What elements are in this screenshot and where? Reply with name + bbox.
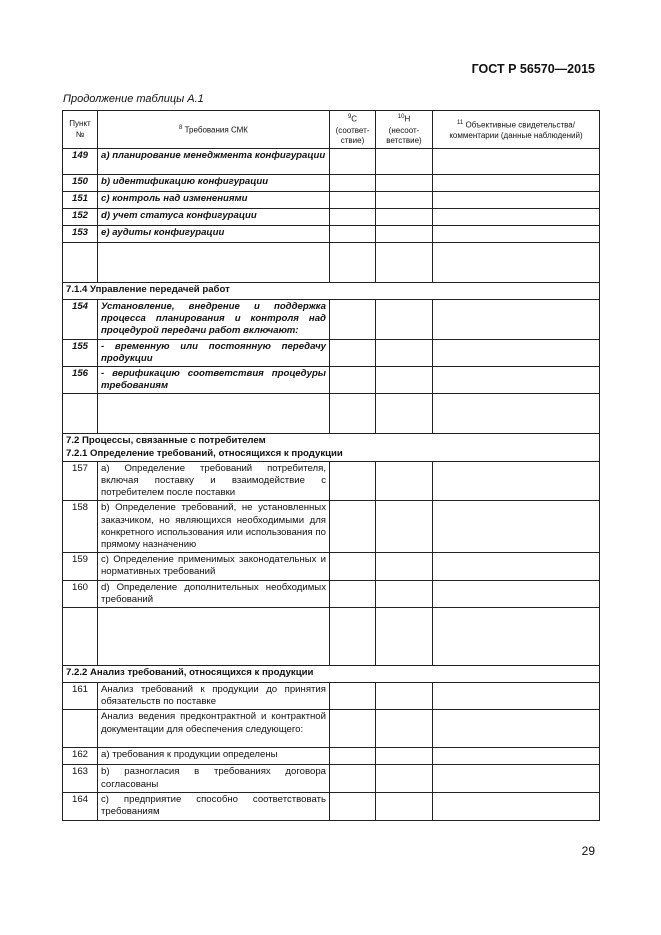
table-header-row bbox=[63, 111, 600, 149]
col-header-conformity: $^9$С (соответ- ствие) bbox=[330, 111, 376, 149]
cell-c bbox=[330, 175, 376, 192]
cell-evidence bbox=[433, 765, 600, 792]
cell-evidence bbox=[433, 226, 600, 243]
row-requirement: d) Определение дополнительных необходимых требований bbox=[98, 580, 330, 607]
table-row bbox=[63, 710, 600, 748]
col-header-requirements: $^8$ Требования СМК bbox=[98, 111, 330, 149]
cell-c bbox=[330, 501, 376, 553]
cell-c bbox=[330, 339, 376, 366]
col-header-evidence: $^{11}$ Объективные свидетельства/ комментарии (данные наблюдений) bbox=[433, 111, 600, 149]
cell-n bbox=[376, 683, 433, 710]
cell-c bbox=[330, 710, 376, 748]
row-requirement: d) учет статуса конфигурации bbox=[98, 209, 330, 226]
cell-c bbox=[330, 192, 376, 209]
section-title-7-2-1: 7.2.1 Определение требований, относящихся к продукции bbox=[66, 447, 343, 459]
row-number: 164 bbox=[63, 792, 98, 820]
table-row bbox=[63, 765, 600, 792]
cell-evidence bbox=[433, 580, 600, 607]
cell-c bbox=[330, 792, 376, 820]
table-row bbox=[63, 792, 600, 820]
section-row bbox=[63, 283, 600, 300]
cell-c bbox=[330, 553, 376, 580]
row-number: 149 bbox=[63, 149, 98, 175]
section-row bbox=[63, 434, 600, 461]
cell-evidence bbox=[433, 339, 600, 366]
cell-c bbox=[330, 149, 376, 175]
empty-row bbox=[63, 243, 600, 283]
table-caption: Продолжение таблицы А.1 bbox=[63, 93, 204, 105]
table-row bbox=[63, 683, 600, 710]
row-number: 162 bbox=[63, 748, 98, 765]
cell-n bbox=[376, 461, 433, 501]
cell-evidence bbox=[433, 175, 600, 192]
cell-n bbox=[376, 175, 433, 192]
row-number: 157 bbox=[63, 461, 98, 501]
section-title: 7.2.2 Анализ требований, относящихся к продукции bbox=[63, 666, 600, 683]
row-requirement: b) разногласия в требованиях договора согласованы bbox=[98, 765, 330, 792]
table-row bbox=[63, 300, 600, 340]
row-number: 154 bbox=[63, 300, 98, 340]
row-requirement: Установление, внедрение и поддержка процесса планирования и контроля над процедурой передачи работ включают: bbox=[98, 300, 330, 340]
row-number: 161 bbox=[63, 683, 98, 710]
row-requirement: a) Определение требований потребителя, включая поставку и взаимодействие с потребителем после поставки bbox=[98, 461, 330, 501]
cell-evidence bbox=[433, 461, 600, 501]
cell-evidence bbox=[433, 300, 600, 340]
row-number: 158 bbox=[63, 501, 98, 553]
cell-n bbox=[376, 339, 433, 366]
section-title-7-2: 7.2 Процессы, связанные с потребителем bbox=[66, 435, 266, 447]
cell-n bbox=[376, 209, 433, 226]
cell-n bbox=[376, 748, 433, 765]
cell-c bbox=[330, 580, 376, 607]
cell-c bbox=[330, 765, 376, 792]
cell-n bbox=[376, 792, 433, 820]
cell-evidence bbox=[433, 710, 600, 748]
section-title bbox=[63, 434, 600, 461]
cell-evidence bbox=[433, 792, 600, 820]
page-number: 29 bbox=[581, 844, 595, 858]
cell-n bbox=[376, 501, 433, 553]
table-row bbox=[63, 192, 600, 209]
row-requirement: Анализ ведения предконтрактной и контрактной документации для обеспечения следующего: bbox=[98, 710, 330, 748]
table-row bbox=[63, 461, 600, 501]
table-row bbox=[63, 501, 600, 553]
cell-evidence bbox=[433, 192, 600, 209]
cell-evidence bbox=[433, 149, 600, 175]
cell-evidence bbox=[433, 209, 600, 226]
row-requirement: b) Определение требований, не установленных заказчиком, но являющихся необходимыми для конкретного использования или использования по прямому назначению bbox=[98, 501, 330, 553]
cell-n bbox=[376, 192, 433, 209]
cell-n bbox=[376, 300, 433, 340]
row-requirement: Анализ требований к продукции до принятия обязательств по поставке bbox=[98, 683, 330, 710]
section-title: 7.1.4 Управление передачей работ bbox=[63, 283, 600, 300]
table-row bbox=[63, 339, 600, 366]
row-requirement: a) планирование менеджмента конфигурации bbox=[98, 149, 330, 175]
row-number: 163 bbox=[63, 765, 98, 792]
table-row bbox=[63, 367, 600, 394]
row-requirement: a) требования к продукции определены bbox=[98, 748, 330, 765]
cell-n bbox=[376, 710, 433, 748]
document-code: ГОСТ Р 56570—2015 bbox=[471, 62, 595, 76]
row-requirement: - временную или постоянную передачу продукции bbox=[98, 339, 330, 366]
row-number bbox=[63, 710, 98, 748]
cell-evidence bbox=[433, 501, 600, 553]
section-row bbox=[63, 666, 600, 683]
cell-n bbox=[376, 226, 433, 243]
col-header-punkt: Пункт № bbox=[63, 111, 98, 149]
row-number: 159 bbox=[63, 553, 98, 580]
cell-c bbox=[330, 367, 376, 394]
cell-c bbox=[330, 748, 376, 765]
cell-c bbox=[330, 683, 376, 710]
cell-c bbox=[330, 226, 376, 243]
table-row bbox=[63, 149, 600, 175]
cell-n bbox=[376, 149, 433, 175]
table-row bbox=[63, 226, 600, 243]
cell-evidence bbox=[433, 367, 600, 394]
cell-n bbox=[376, 367, 433, 394]
cell-n bbox=[376, 553, 433, 580]
row-number: 152 bbox=[63, 209, 98, 226]
row-number: 156 bbox=[63, 367, 98, 394]
row-number: 155 bbox=[63, 339, 98, 366]
row-requirement: c) предприятие способно соответствовать требованиям bbox=[98, 792, 330, 820]
table-row bbox=[63, 748, 600, 765]
cell-n bbox=[376, 580, 433, 607]
cell-n bbox=[376, 765, 433, 792]
row-requirement: b) идентификацию конфигурации bbox=[98, 175, 330, 192]
cell-c bbox=[330, 461, 376, 501]
qms-audit-table bbox=[62, 110, 600, 821]
table-row bbox=[63, 580, 600, 607]
row-requirement: c) Определение применимых законодательных и нормативных требований bbox=[98, 553, 330, 580]
row-number: 150 bbox=[63, 175, 98, 192]
cell-evidence bbox=[433, 748, 600, 765]
cell-c bbox=[330, 300, 376, 340]
cell-c bbox=[330, 209, 376, 226]
empty-row bbox=[63, 394, 600, 434]
row-number: 153 bbox=[63, 226, 98, 243]
table-row bbox=[63, 553, 600, 580]
table-row bbox=[63, 175, 600, 192]
row-number: 160 bbox=[63, 580, 98, 607]
cell-evidence bbox=[433, 683, 600, 710]
empty-row bbox=[63, 608, 600, 666]
table-row bbox=[63, 209, 600, 226]
row-requirement: - верификацию соответствия процедуры требованиям bbox=[98, 367, 330, 394]
row-requirement: c) контроль над изменениями bbox=[98, 192, 330, 209]
row-number: 151 bbox=[63, 192, 98, 209]
cell-evidence bbox=[433, 553, 600, 580]
col-header-nonconformity: $^{10}$Н (несоот- ветствие) bbox=[376, 111, 433, 149]
row-requirement: e) аудиты конфигурации bbox=[98, 226, 330, 243]
